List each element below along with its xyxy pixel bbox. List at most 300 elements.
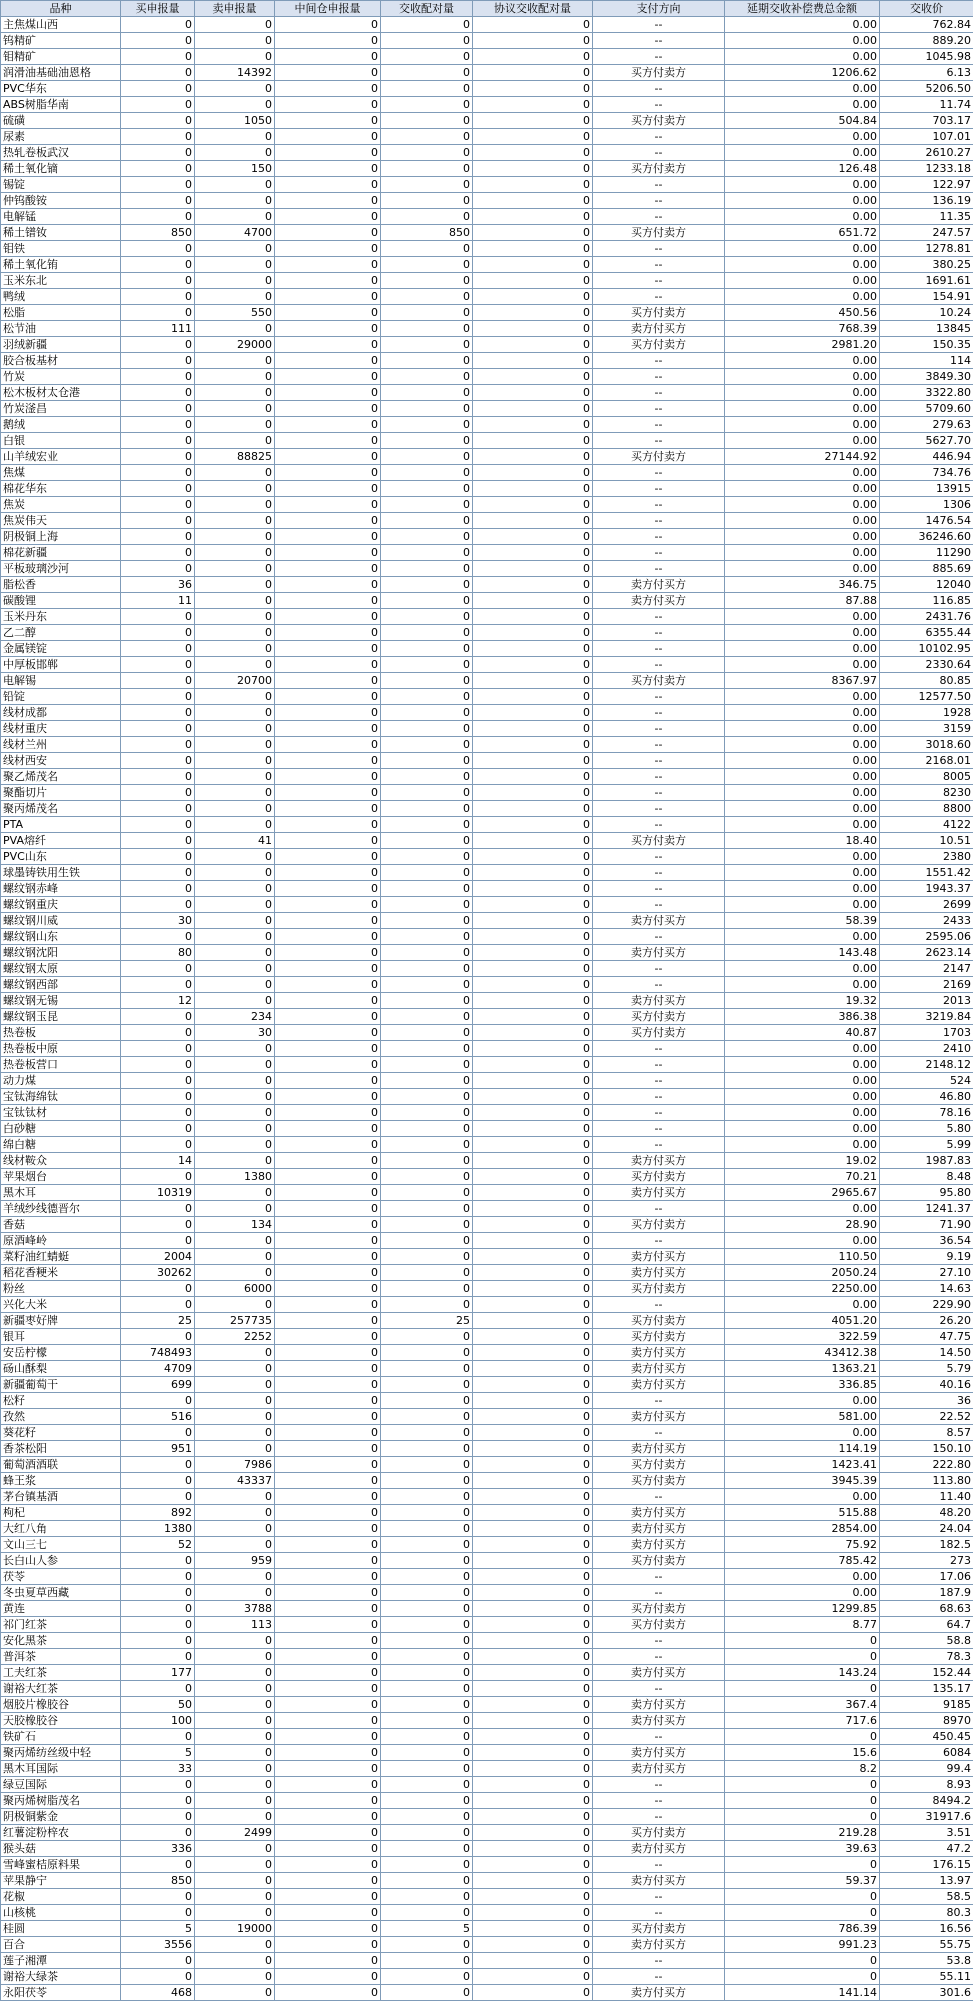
table-row[interactable]: [1, 1137, 973, 1153]
payment-direction-cell: 买方付卖方: [593, 1457, 725, 1473]
variety-cell: PTA: [1, 817, 121, 833]
buy-declared-cell: 0: [121, 769, 195, 785]
table-row[interactable]: [1, 1009, 973, 1025]
payment-direction-cell: 卖方付买方: [593, 577, 725, 593]
table-row[interactable]: [1, 1761, 973, 1777]
compensation-cell: 28.90: [725, 1217, 880, 1233]
variety-cell: 松脂: [1, 305, 121, 321]
payment-direction-cell: 卖方付买方: [593, 1441, 725, 1457]
table-row[interactable]: [1, 145, 973, 161]
table-row[interactable]: [1, 1937, 973, 1953]
agreement-matched-cell: 0: [473, 1281, 593, 1297]
table-row[interactable]: [1, 497, 973, 513]
middle-warehouse-cell: 0: [275, 481, 381, 497]
matched-qty-cell: 0: [381, 1633, 473, 1649]
sell-declared-cell: 0: [195, 481, 275, 497]
sell-declared-cell: 0: [195, 49, 275, 65]
payment-direction-cell: 买方付卖方: [593, 1329, 725, 1345]
table-row[interactable]: [1, 1697, 973, 1713]
variety-cell: 竹炭滏昌: [1, 401, 121, 417]
header-payment-direction[interactable]: 支付方向: [593, 1, 725, 17]
compensation-cell: 110.50: [725, 1249, 880, 1265]
payment-direction-cell: 卖方付买方: [593, 593, 725, 609]
buy-declared-cell: 30262: [121, 1265, 195, 1281]
table-row[interactable]: [1, 705, 973, 721]
middle-warehouse-cell: 0: [275, 1105, 381, 1121]
payment-direction-cell: 卖方付买方: [593, 1185, 725, 1201]
table-row[interactable]: [1, 945, 973, 961]
payment-direction-cell: 买方付卖方: [593, 1169, 725, 1185]
middle-warehouse-cell: 0: [275, 1265, 381, 1281]
compensation-cell: 0.00: [725, 561, 880, 577]
table-row[interactable]: [1, 1329, 973, 1345]
sell-declared-cell: 257735: [195, 1313, 275, 1329]
sell-declared-cell: 0: [195, 1953, 275, 1969]
table-row[interactable]: [1, 801, 973, 817]
table-row[interactable]: [1, 17, 973, 33]
middle-warehouse-cell: 0: [275, 1393, 381, 1409]
header-agreement-matched-qty[interactable]: 协议交收配对量: [473, 1, 593, 17]
table-row[interactable]: [1, 193, 973, 209]
agreement-matched-cell: 0: [473, 1089, 593, 1105]
sell-declared-cell: 0: [195, 1185, 275, 1201]
buy-declared-cell: 0: [121, 1649, 195, 1665]
middle-warehouse-cell: 0: [275, 1729, 381, 1745]
buy-declared-cell: 0: [121, 673, 195, 689]
table-row[interactable]: [1, 1505, 973, 1521]
agreement-matched-cell: 0: [473, 1057, 593, 1073]
table-row[interactable]: [1, 1713, 973, 1729]
delivery-price-cell: 2433: [880, 913, 973, 929]
delivery-price-cell: 154.91: [880, 289, 973, 305]
delivery-price-cell: 8005: [880, 769, 973, 785]
table-row[interactable]: [1, 993, 973, 1009]
table-row[interactable]: [1, 609, 973, 625]
variety-cell: 线材成都: [1, 705, 121, 721]
table-row[interactable]: [1, 1681, 973, 1697]
matched-qty-cell: 0: [381, 369, 473, 385]
table-row[interactable]: [1, 1057, 973, 1073]
table-row[interactable]: [1, 641, 973, 657]
delivery-price-cell: 78.3: [880, 1649, 973, 1665]
middle-warehouse-cell: 0: [275, 385, 381, 401]
delivery-price-cell: 3018.60: [880, 737, 973, 753]
buy-declared-cell: 0: [121, 1457, 195, 1473]
middle-warehouse-cell: 0: [275, 689, 381, 705]
buy-declared-cell: 0: [121, 657, 195, 673]
table-row[interactable]: [1, 1841, 973, 1857]
delivery-price-cell: 2410: [880, 1041, 973, 1057]
table-row[interactable]: [1, 817, 973, 833]
middle-warehouse-cell: 0: [275, 641, 381, 657]
sell-declared-cell: 29000: [195, 337, 275, 353]
middle-warehouse-cell: 0: [275, 161, 381, 177]
table-row[interactable]: [1, 897, 973, 913]
table-row[interactable]: [1, 1985, 973, 2001]
table-row[interactable]: [1, 1489, 973, 1505]
middle-warehouse-cell: 0: [275, 1953, 381, 1969]
delivery-price-cell: 1278.81: [880, 241, 973, 257]
agreement-matched-cell: 0: [473, 65, 593, 81]
matched-qty-cell: 0: [381, 625, 473, 641]
table-row[interactable]: [1, 481, 973, 497]
table-row[interactable]: [1, 1169, 973, 1185]
table-row[interactable]: [1, 241, 973, 257]
table-row[interactable]: [1, 1201, 973, 1217]
payment-direction-cell: --: [593, 705, 725, 721]
compensation-cell: 0.00: [725, 865, 880, 881]
compensation-cell: 0.00: [725, 385, 880, 401]
payment-direction-cell: 卖方付买方: [593, 1745, 725, 1761]
payment-direction-cell: 买方付卖方: [593, 225, 725, 241]
sell-declared-cell: 0: [195, 1441, 275, 1457]
payment-direction-cell: --: [593, 33, 725, 49]
buy-declared-cell: 0: [121, 449, 195, 465]
table-row[interactable]: [1, 305, 973, 321]
table-row[interactable]: [1, 1793, 973, 1809]
middle-warehouse-cell: 0: [275, 849, 381, 865]
table-row[interactable]: [1, 1569, 973, 1585]
sell-declared-cell: 0: [195, 657, 275, 673]
table-row[interactable]: [1, 1457, 973, 1473]
table-row[interactable]: [1, 1905, 973, 1921]
compensation-cell: 0.00: [725, 721, 880, 737]
variety-cell: 阴极铜紫金: [1, 1809, 121, 1825]
buy-declared-cell: 0: [121, 1233, 195, 1249]
sell-declared-cell: 0: [195, 1393, 275, 1409]
table-row[interactable]: [1, 593, 973, 609]
table-row[interactable]: [1, 1953, 973, 1969]
table-row[interactable]: [1, 385, 973, 401]
agreement-matched-cell: 0: [473, 1409, 593, 1425]
table-row[interactable]: [1, 465, 973, 481]
table-row[interactable]: [1, 1921, 973, 1937]
agreement-matched-cell: 0: [473, 1857, 593, 1873]
matched-qty-cell: 0: [381, 1297, 473, 1313]
table-row[interactable]: [1, 1361, 973, 1377]
table-row[interactable]: [1, 1409, 973, 1425]
table-row[interactable]: [1, 1969, 973, 1985]
sell-declared-cell: 41: [195, 833, 275, 849]
table-row[interactable]: [1, 1041, 973, 1057]
agreement-matched-cell: 0: [473, 1729, 593, 1745]
table-row[interactable]: [1, 1073, 973, 1089]
middle-warehouse-cell: 0: [275, 577, 381, 593]
table-row[interactable]: [1, 353, 973, 369]
matched-qty-cell: 0: [381, 897, 473, 913]
table-row[interactable]: [1, 961, 973, 977]
header-buy-declared[interactable]: 买申报量: [121, 1, 195, 17]
table-row[interactable]: [1, 1105, 973, 1121]
middle-warehouse-cell: 0: [275, 1921, 381, 1937]
agreement-matched-cell: 0: [473, 833, 593, 849]
middle-warehouse-cell: 0: [275, 17, 381, 33]
table-row[interactable]: [1, 561, 973, 577]
sell-declared-cell: 0: [195, 1089, 275, 1105]
table-row[interactable]: [1, 865, 973, 881]
middle-warehouse-cell: 0: [275, 801, 381, 817]
table-row[interactable]: [1, 1153, 973, 1169]
table-row[interactable]: [1, 1665, 973, 1681]
table-row[interactable]: [1, 81, 973, 97]
delivery-price-cell: 47.2: [880, 1841, 973, 1857]
variety-cell: 稀土氧化铕: [1, 257, 121, 273]
sell-declared-cell: 1380: [195, 1169, 275, 1185]
sell-declared-cell: 0: [195, 1073, 275, 1089]
table-row[interactable]: [1, 1121, 973, 1137]
middle-warehouse-cell: 0: [275, 1825, 381, 1841]
payment-direction-cell: --: [593, 273, 725, 289]
compensation-cell: 0.00: [725, 481, 880, 497]
table-row[interactable]: [1, 337, 973, 353]
delivery-price-cell: 187.9: [880, 1585, 973, 1601]
matched-qty-cell: 0: [381, 1521, 473, 1537]
table-row[interactable]: [1, 833, 973, 849]
table-row[interactable]: [1, 369, 973, 385]
table-row[interactable]: [1, 289, 973, 305]
delivery-price-cell: 3849.30: [880, 369, 973, 385]
table-row[interactable]: [1, 1297, 973, 1313]
matched-qty-cell: 0: [381, 1937, 473, 1953]
table-row[interactable]: [1, 785, 973, 801]
variety-cell: 永阳茯苓: [1, 1985, 121, 2001]
table-row[interactable]: [1, 769, 973, 785]
middle-warehouse-cell: 0: [275, 1169, 381, 1185]
payment-direction-cell: 卖方付买方: [593, 1537, 725, 1553]
table-row[interactable]: [1, 1857, 973, 1873]
matched-qty-cell: 0: [381, 1761, 473, 1777]
variety-cell: 螺纹钢川威: [1, 913, 121, 929]
sell-declared-cell: 0: [195, 1537, 275, 1553]
header-middle-warehouse[interactable]: 中间仓申报量: [275, 1, 381, 17]
middle-warehouse-cell: 0: [275, 1537, 381, 1553]
middle-warehouse-cell: 0: [275, 1345, 381, 1361]
table-row[interactable]: [1, 1393, 973, 1409]
table-row[interactable]: [1, 1521, 973, 1537]
compensation-cell: 0.00: [725, 1585, 880, 1601]
payment-direction-cell: --: [593, 609, 725, 625]
payment-direction-cell: --: [593, 97, 725, 113]
header-variety[interactable]: 品种: [1, 1, 121, 17]
table-row[interactable]: [1, 65, 973, 81]
sell-declared-cell: 0: [195, 1521, 275, 1537]
table-row[interactable]: [1, 321, 973, 337]
table-row[interactable]: [1, 49, 973, 65]
table-row[interactable]: [1, 1649, 973, 1665]
sell-declared-cell: 14392: [195, 65, 275, 81]
table-row[interactable]: [1, 449, 973, 465]
sell-declared-cell: 0: [195, 1905, 275, 1921]
buy-declared-cell: 0: [121, 817, 195, 833]
table-row[interactable]: [1, 1889, 973, 1905]
table-row[interactable]: [1, 1745, 973, 1761]
payment-direction-cell: --: [593, 1137, 725, 1153]
table-row[interactable]: [1, 1473, 973, 1489]
sell-declared-cell: 134: [195, 1217, 275, 1233]
table-row[interactable]: [1, 1873, 973, 1889]
compensation-cell: 322.59: [725, 1329, 880, 1345]
matched-qty-cell: 0: [381, 1585, 473, 1601]
table-row[interactable]: [1, 1633, 973, 1649]
table-row[interactable]: [1, 545, 973, 561]
table-row[interactable]: [1, 625, 973, 641]
table-row[interactable]: [1, 1809, 973, 1825]
table-row[interactable]: [1, 1217, 973, 1233]
delivery-price-cell: 152.44: [880, 1665, 973, 1681]
table-row[interactable]: [1, 1185, 973, 1201]
table-row[interactable]: [1, 1585, 973, 1601]
table-row[interactable]: [1, 673, 973, 689]
middle-warehouse-cell: 0: [275, 625, 381, 641]
table-row[interactable]: [1, 433, 973, 449]
header-delivery-price[interactable]: 交收价: [880, 1, 973, 17]
matched-qty-cell: 0: [381, 1281, 473, 1297]
buy-declared-cell: 52: [121, 1537, 195, 1553]
table-row[interactable]: [1, 257, 973, 273]
matched-qty-cell: 0: [381, 1137, 473, 1153]
compensation-cell: 0.00: [725, 769, 880, 785]
table-row[interactable]: [1, 161, 973, 177]
table-row[interactable]: [1, 1553, 973, 1569]
table-row[interactable]: [1, 1729, 973, 1745]
header-matched-qty[interactable]: 交收配对量: [381, 1, 473, 17]
matched-qty-cell: 0: [381, 289, 473, 305]
middle-warehouse-cell: 0: [275, 1505, 381, 1521]
compensation-cell: 0.00: [725, 641, 880, 657]
agreement-matched-cell: 0: [473, 641, 593, 657]
compensation-cell: 0.00: [725, 785, 880, 801]
header-deferred-compensation[interactable]: 延期交收补偿费总金额: [725, 1, 880, 17]
table-row[interactable]: [1, 1089, 973, 1105]
header-sell-declared[interactable]: 卖申报量: [195, 1, 275, 17]
matched-qty-cell: 0: [381, 177, 473, 193]
compensation-cell: 0: [725, 1953, 880, 1969]
payment-direction-cell: --: [593, 865, 725, 881]
matched-qty-cell: 0: [381, 1153, 473, 1169]
table-row[interactable]: [1, 529, 973, 545]
table-row[interactable]: [1, 721, 973, 737]
matched-qty-cell: 0: [381, 1409, 473, 1425]
table-row[interactable]: [1, 577, 973, 593]
buy-declared-cell: 0: [121, 529, 195, 545]
buy-declared-cell: 0: [121, 1281, 195, 1297]
matched-qty-cell: 0: [381, 1249, 473, 1265]
matched-qty-cell: 0: [381, 1025, 473, 1041]
compensation-cell: 0.00: [725, 129, 880, 145]
delivery-price-cell: 14.50: [880, 1345, 973, 1361]
table-row[interactable]: [1, 209, 973, 225]
agreement-matched-cell: 0: [473, 865, 593, 881]
variety-cell: 金属镁锭: [1, 641, 121, 657]
table-row[interactable]: [1, 881, 973, 897]
table-row[interactable]: [1, 177, 973, 193]
table-row[interactable]: [1, 1425, 973, 1441]
buy-declared-cell: 0: [121, 1201, 195, 1217]
middle-warehouse-cell: 0: [275, 417, 381, 433]
matched-qty-cell: 0: [381, 273, 473, 289]
agreement-matched-cell: 0: [473, 897, 593, 913]
sell-declared-cell: 0: [195, 1713, 275, 1729]
table-row[interactable]: [1, 977, 973, 993]
table-row[interactable]: [1, 753, 973, 769]
table-row[interactable]: [1, 657, 973, 673]
table-row[interactable]: [1, 1281, 973, 1297]
table-row[interactable]: [1, 849, 973, 865]
table-row[interactable]: [1, 1265, 973, 1281]
sell-declared-cell: 0: [195, 145, 275, 161]
agreement-matched-cell: 0: [473, 1873, 593, 1889]
table-row[interactable]: [1, 1617, 973, 1633]
delivery-price-cell: 2431.76: [880, 609, 973, 625]
table-row[interactable]: [1, 97, 973, 113]
variety-cell: 钼精矿: [1, 49, 121, 65]
middle-warehouse-cell: 0: [275, 321, 381, 337]
buy-declared-cell: 0: [121, 161, 195, 177]
sell-declared-cell: 0: [195, 593, 275, 609]
agreement-matched-cell: 0: [473, 49, 593, 65]
middle-warehouse-cell: 0: [275, 305, 381, 321]
payment-direction-cell: --: [593, 193, 725, 209]
payment-direction-cell: --: [593, 465, 725, 481]
middle-warehouse-cell: 0: [275, 1905, 381, 1921]
matched-qty-cell: 0: [381, 849, 473, 865]
buy-declared-cell: 0: [121, 433, 195, 449]
sell-declared-cell: 0: [195, 17, 275, 33]
table-row[interactable]: [1, 113, 973, 129]
payment-direction-cell: --: [593, 897, 725, 913]
table-row[interactable]: [1, 1025, 973, 1041]
table-row[interactable]: [1, 513, 973, 529]
table-row[interactable]: [1, 417, 973, 433]
delivery-price-cell: 8494.2: [880, 1793, 973, 1809]
table-row[interactable]: [1, 1441, 973, 1457]
delivery-price-cell: 58.8: [880, 1633, 973, 1649]
compensation-cell: 40.87: [725, 1025, 880, 1041]
table-row[interactable]: [1, 401, 973, 417]
sell-declared-cell: 0: [195, 977, 275, 993]
table-row[interactable]: [1, 737, 973, 753]
matched-qty-cell: 0: [381, 209, 473, 225]
table-row[interactable]: [1, 225, 973, 241]
compensation-cell: 219.28: [725, 1825, 880, 1841]
payment-direction-cell: --: [593, 257, 725, 273]
delivery-price-cell: 10.51: [880, 833, 973, 849]
sell-declared-cell: 0: [195, 1937, 275, 1953]
table-row[interactable]: [1, 1601, 973, 1617]
table-row[interactable]: [1, 1825, 973, 1841]
table-row[interactable]: [1, 33, 973, 49]
table-row[interactable]: [1, 1377, 973, 1393]
table-row[interactable]: [1, 929, 973, 945]
table-row[interactable]: [1, 1249, 973, 1265]
table-row[interactable]: [1, 913, 973, 929]
table-row[interactable]: [1, 689, 973, 705]
delivery-price-cell: 78.16: [880, 1105, 973, 1121]
table-row[interactable]: [1, 1777, 973, 1793]
matched-qty-cell: 0: [381, 1505, 473, 1521]
sell-declared-cell: 0: [195, 1841, 275, 1857]
variety-cell: 线材重庆: [1, 721, 121, 737]
table-row[interactable]: [1, 273, 973, 289]
table-row[interactable]: [1, 1537, 973, 1553]
middle-warehouse-cell: 0: [275, 1793, 381, 1809]
table-row[interactable]: [1, 1313, 973, 1329]
table-row[interactable]: [1, 1233, 973, 1249]
matched-qty-cell: 0: [381, 785, 473, 801]
payment-direction-cell: --: [593, 497, 725, 513]
table-row[interactable]: [1, 129, 973, 145]
table-row[interactable]: [1, 1345, 973, 1361]
